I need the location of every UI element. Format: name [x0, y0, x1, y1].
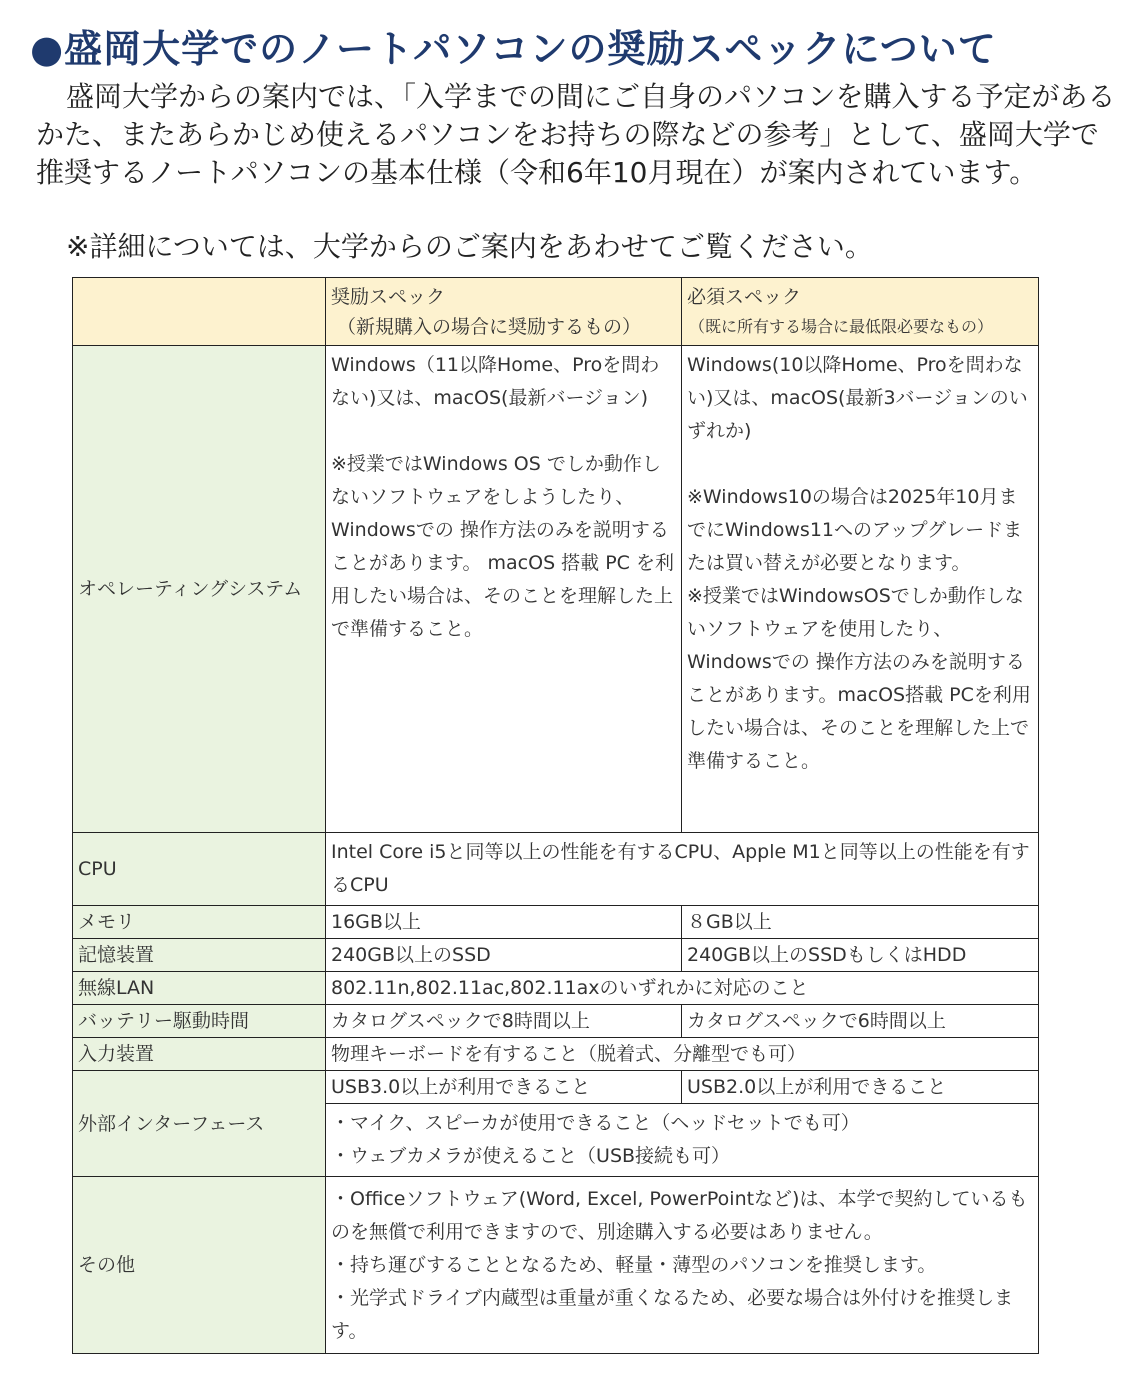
label-input: 入力装置: [73, 1038, 326, 1071]
interface-common: ・マイク、スピーカが使用できること（ヘッドセットでも可） ・ウェブカメラが使えること（USB接続も可）: [326, 1104, 1039, 1177]
interface-required: USB2.0以上が利用できること: [682, 1071, 1039, 1104]
os-recommended: Windows（11以降Home、Proを問わない)又は、macOS(最新バージョン) ※授業ではWindows OS でしか動作しないソフトウェアをしようしたり、Windowsでの 操作方法のみを説明することがあります。 macOS 搭載 PC を利用したい場合は、そのことを理解した上で準備すること。: [326, 346, 682, 833]
label-storage: 記憶装置: [73, 939, 326, 972]
table-row-storage: [73, 939, 1039, 972]
memory-required: ８GB以上: [682, 906, 1039, 939]
header-recommended-title: 奨励スペック: [331, 286, 446, 308]
table-row-input: [73, 1038, 1039, 1071]
spec-table: [72, 277, 1039, 1354]
header-required-sub: （既に所有する場合に最低限必要なもの）: [689, 317, 994, 336]
bullet-icon: ●: [30, 27, 65, 71]
table-row-wlan: [73, 972, 1039, 1005]
label-interface: 外部インターフェース: [73, 1071, 326, 1177]
intro-section: [36, 78, 1116, 192]
header-recommended-sub: （新規購入の場合に奨励するもの）: [337, 316, 642, 338]
header-required: [682, 278, 1039, 346]
header-required-title: 必須スペック: [687, 286, 802, 308]
storage-recommended: 240GB以上のSSD: [326, 939, 682, 972]
battery-required: カタログスペックで6時間以上: [682, 1005, 1039, 1038]
table-row-interface-usb: [73, 1071, 1039, 1104]
table-row-os: [73, 346, 1039, 833]
input-value: 物理キーボードを有すること（脱着式、分離型でも可）: [326, 1038, 1039, 1071]
interface-recommended: USB3.0以上が利用できること: [326, 1071, 682, 1104]
other-value: ・Officeソフトウェア(Word, Excel, PowerPointなど)は、本学で契約しているものを無償で利用できますので、別途購入する必要はありません。 ・持ち運びすることとなるため、軽量・薄型のパソコンを推奨します。 ・光学式ドライブ内蔵型は重量が重くなるため、必要な場合は外付けを推奨します。: [326, 1177, 1039, 1354]
label-battery: バッテリー駆動時間: [73, 1005, 326, 1038]
storage-required: 240GB以上のSSDもしくはHDD: [682, 939, 1039, 972]
wlan-value: 802.11n,802.11ac,802.11axのいずれかに対応のこと: [326, 972, 1039, 1005]
header-empty-cell: [73, 278, 326, 346]
page-title-text: 盛岡大学でのノートパソコンの奨励スペックについて: [64, 27, 997, 71]
table-row-other: [73, 1177, 1039, 1354]
header-recommended: [326, 278, 682, 346]
table-row-cpu: [73, 833, 1039, 906]
os-required: Windows(10以降Home、Proを問わない)又は、macOS(最新3バージョンのいずれか) ※Windows10の場合は2025年10月までにWindows11へのアップグレードまたは買い替えが必要となります。 ※授業ではWindowsOSでしか動作しないソフトウェアを使用したり、Windowsでの 操作方法のみを説明することがあります。macOS搭載 PCを利用したい場合は、そのことを理解した上で準備すること。: [682, 346, 1039, 833]
label-memory: メモリ: [73, 906, 326, 939]
memory-recommended: 16GB以上: [326, 906, 682, 939]
label-other: その他: [73, 1177, 326, 1354]
label-cpu: CPU: [73, 833, 326, 906]
label-wlan: 無線LAN: [73, 972, 326, 1005]
table-row-memory: [73, 906, 1039, 939]
intro-paragraph: 盛岡大学からの案内では、「入学までの間にご自身のパソコンを購入する予定があるかた、またあらかじめ使えるパソコンをお持ちの際などの参考」として、盛岡大学で推奨するノートパソコンの基本仕様（令和6年10月現在）が案内されています。: [36, 80, 1116, 189]
label-os: オペレーティングシステム: [73, 346, 326, 833]
table-row-battery: [73, 1005, 1039, 1038]
cpu-value: Intel Core i5と同等以上の性能を有するCPU、Apple M1と同等以上の性能を有するCPU: [326, 833, 1039, 906]
intro-note: ※詳細については、大学からのご案内をあわせてご覧ください。: [66, 230, 873, 263]
battery-recommended: カタログスペックで8時間以上: [326, 1005, 682, 1038]
page-title: [30, 18, 997, 73]
table-header-row: [73, 278, 1039, 346]
